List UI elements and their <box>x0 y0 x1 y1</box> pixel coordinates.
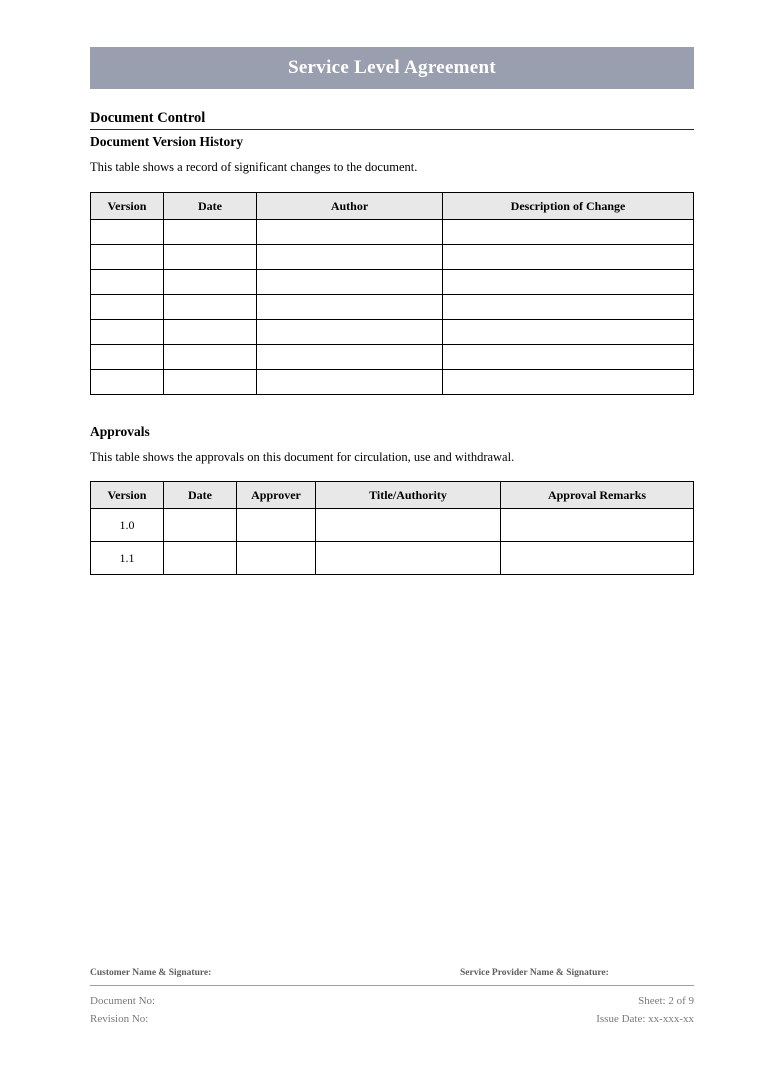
table-row <box>91 370 694 395</box>
approvals-table-head <box>91 482 694 509</box>
column-header-author: Author <box>257 193 443 220</box>
column-header-date: Date <box>164 482 237 509</box>
section-heading-document-control: Document Control <box>90 110 694 130</box>
footer-issue-date: Issue Date: xx-xxx-xx <box>596 1013 694 1025</box>
cell-date[interactable] <box>164 345 257 370</box>
table-row <box>91 345 694 370</box>
cell-description[interactable] <box>443 295 694 320</box>
cell-date[interactable] <box>164 295 257 320</box>
column-header-date: Date <box>164 193 257 220</box>
paragraph-approvals-intro: This table shows the approvals on this document for circulation, use and withdrawal. <box>90 450 515 464</box>
cell-title-authority[interactable] <box>316 509 501 542</box>
approvals-table <box>90 481 694 575</box>
table-row <box>91 509 694 542</box>
signature-row <box>90 963 694 986</box>
approvals-table-body <box>91 509 694 575</box>
column-header-approver: Approver <box>237 482 316 509</box>
approvals-table-container <box>90 481 694 575</box>
cell-approval-remarks[interactable] <box>501 542 694 575</box>
document-title-banner <box>90 47 694 89</box>
column-header-title-authority: Title/Authority <box>316 482 501 509</box>
cell-author[interactable] <box>257 295 443 320</box>
version-history-table <box>90 192 694 395</box>
cell-version[interactable]: 1.0 <box>91 509 164 542</box>
cell-author[interactable] <box>257 220 443 245</box>
version-history-table-container <box>90 192 694 395</box>
cell-author[interactable] <box>257 270 443 295</box>
cell-version[interactable] <box>91 245 164 270</box>
paragraph-version-history-intro: This table shows a record of significant changes to the document. <box>90 160 418 174</box>
column-header-approval-remarks: Approval Remarks <box>501 482 694 509</box>
cell-description[interactable] <box>443 245 694 270</box>
column-header-description-of-change: Description of Change <box>443 193 694 220</box>
cell-author[interactable] <box>257 370 443 395</box>
cell-date[interactable] <box>164 542 237 575</box>
cell-author[interactable] <box>257 245 443 270</box>
cell-date[interactable] <box>164 509 237 542</box>
footer-line-2 <box>90 1013 694 1029</box>
cell-author[interactable] <box>257 320 443 345</box>
cell-description[interactable] <box>443 220 694 245</box>
cell-description[interactable] <box>443 320 694 345</box>
cell-approver[interactable] <box>237 542 316 575</box>
cell-version[interactable] <box>91 295 164 320</box>
table-row <box>91 320 694 345</box>
cell-date[interactable] <box>164 270 257 295</box>
cell-version[interactable] <box>91 370 164 395</box>
cell-date[interactable] <box>164 245 257 270</box>
cell-version[interactable] <box>91 220 164 245</box>
footer-sheet-number: Sheet: 2 of 9 <box>638 995 694 1007</box>
page-title: Service Level Agreement <box>287 57 497 78</box>
table-header-row <box>91 193 694 220</box>
version-history-table-head <box>91 193 694 220</box>
column-header-version: Version <box>91 193 164 220</box>
table-row <box>91 220 694 245</box>
cell-author[interactable] <box>257 345 443 370</box>
cell-version[interactable] <box>91 345 164 370</box>
cell-title-authority[interactable] <box>316 542 501 575</box>
cell-description[interactable] <box>443 270 694 295</box>
version-history-table-body <box>91 220 694 395</box>
footer-document-no: Document No: <box>90 995 156 1007</box>
cell-approver[interactable] <box>237 509 316 542</box>
cell-date[interactable] <box>164 220 257 245</box>
footer-line-1 <box>90 995 694 1011</box>
cell-version[interactable] <box>91 270 164 295</box>
footer-revision-no: Revision No: <box>90 1013 149 1025</box>
cell-date[interactable] <box>164 370 257 395</box>
cell-version[interactable]: 1.1 <box>91 542 164 575</box>
cell-version[interactable] <box>91 320 164 345</box>
cell-description[interactable] <box>443 370 694 395</box>
table-row <box>91 295 694 320</box>
table-header-row <box>91 482 694 509</box>
table-row <box>91 245 694 270</box>
column-header-version: Version <box>91 482 164 509</box>
service-provider-signature-label: Service Provider Name & Signature: <box>460 968 609 978</box>
table-row <box>91 542 694 575</box>
cell-date[interactable] <box>164 320 257 345</box>
heading-document-version-history: Document Version History <box>90 134 243 149</box>
cell-approval-remarks[interactable] <box>501 509 694 542</box>
cell-description[interactable] <box>443 345 694 370</box>
heading-approvals: Approvals <box>90 424 150 439</box>
table-row <box>91 270 694 295</box>
customer-signature-label: Customer Name & Signature: <box>90 968 212 978</box>
